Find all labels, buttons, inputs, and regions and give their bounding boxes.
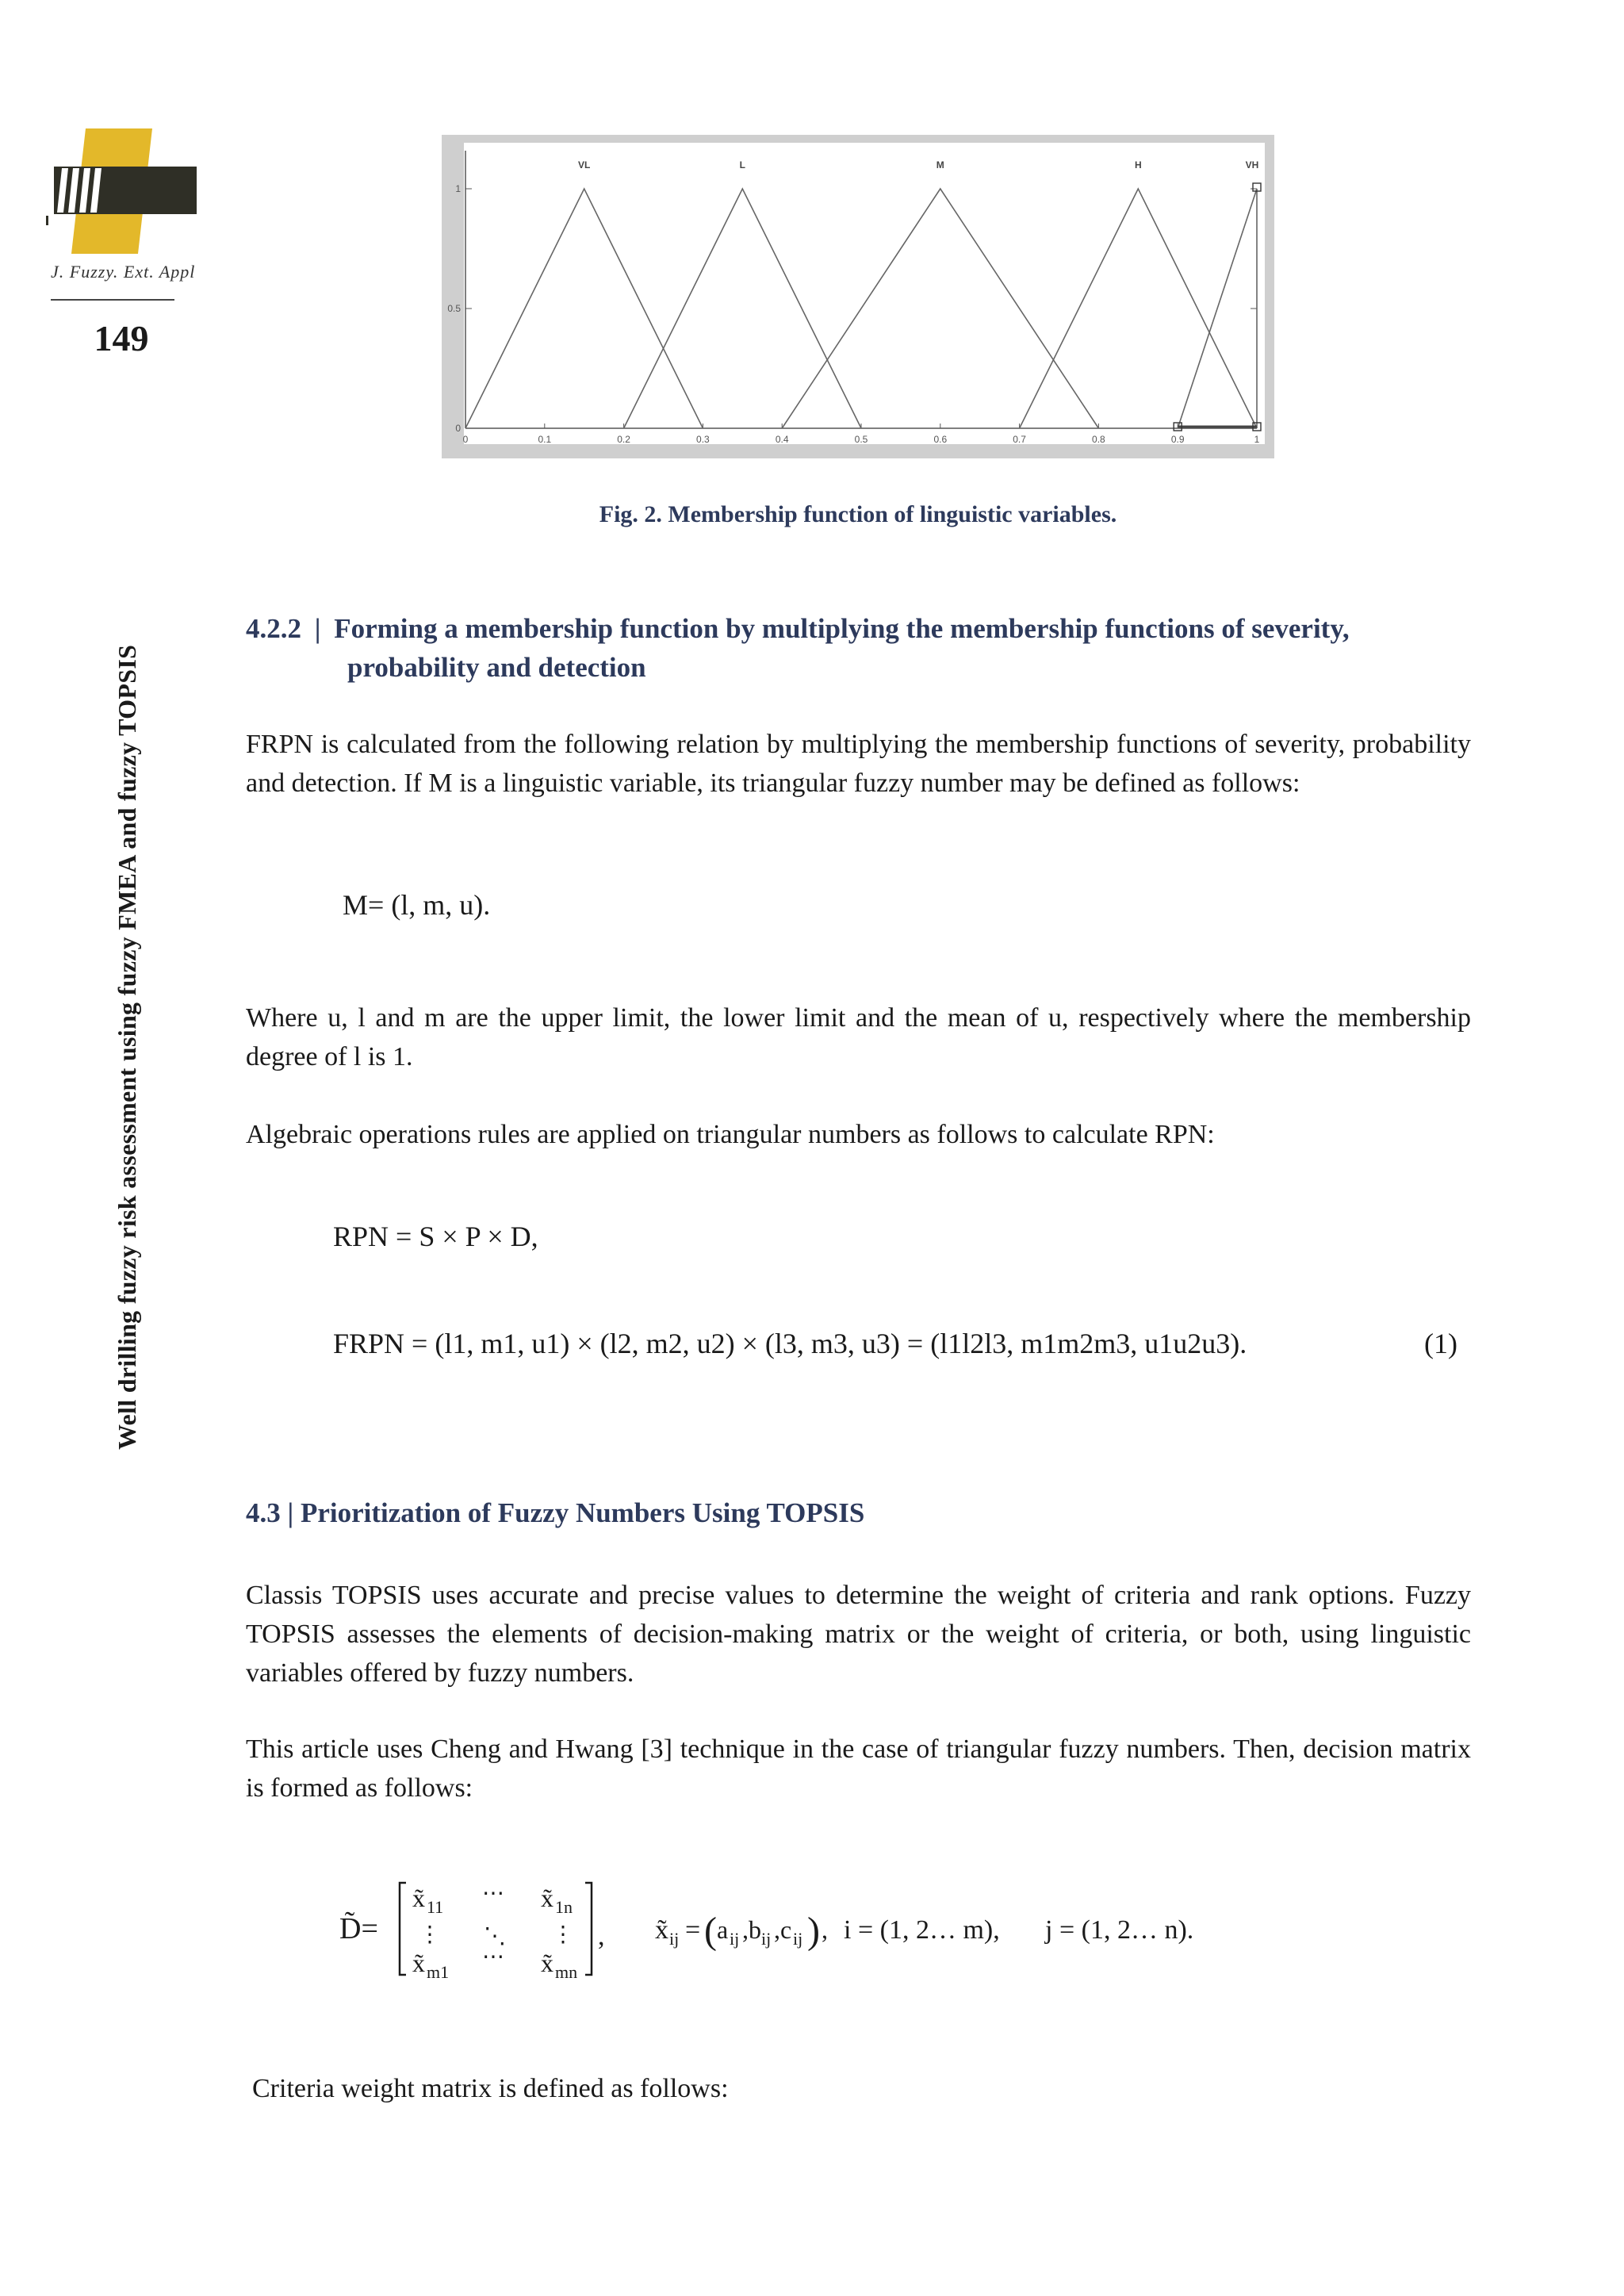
equation-number: (1) [1424, 1328, 1457, 1359]
matrix-sub-1n: 1n [555, 1897, 573, 1917]
series-label-vl: VL [578, 159, 591, 171]
element-comma: , [774, 1915, 780, 1944]
series-label-h: H [1134, 159, 1142, 171]
element-comma: , [742, 1915, 749, 1944]
matrix-sub-11: 11 [427, 1897, 444, 1917]
element-a: a [717, 1915, 729, 1944]
x-tick-label: 0.6 [933, 434, 948, 445]
i-range: i = (1, 2… m), [844, 1915, 1000, 1945]
element-x: x̃ [655, 1915, 668, 1945]
y-tick-label: 1 [455, 183, 461, 194]
y-tick-label: 0 [455, 423, 461, 434]
matrix-lhs: D̃= [339, 1912, 378, 1945]
section-heading-4-3 [246, 1497, 864, 1529]
paren-close: ) [807, 1910, 820, 1952]
journal-abbreviation: J. Fuzzy. Ext. Appl [51, 262, 196, 282]
section-separator: | [314, 613, 321, 644]
section-title-line1: Forming a membership function by multiplying the membership functions of severity, [334, 613, 1350, 644]
element-comma: , [822, 1915, 828, 1944]
section-number: 4.2.2 [246, 613, 301, 644]
matrix-ddots: ⋱ [484, 1924, 506, 1949]
paragraph: FRPN is calculated from the following relation by multiplying the membership functions of severity, probability and detection. If M is a linguistic variable, its triangular fuzzy number may be defined as follows: [246, 730, 1471, 798]
decision-matrix-equation [339, 1869, 1291, 1987]
paragraph: Criteria weight matrix is defined as follows: [252, 2074, 729, 2103]
matrix-comma: , [598, 1922, 605, 1951]
figure-caption: Fig. 2. Membership function of linguistic variables. [599, 501, 1117, 527]
y-tick-label: 0.5 [447, 303, 461, 314]
x-tick-label: 0.5 [854, 434, 868, 445]
section-number: 4.3 [246, 1497, 281, 1528]
matrix-sub-mn: mn [555, 1962, 578, 1982]
matrix-vdots: ⋮ [419, 1922, 441, 1947]
matrix-sub-m1: m1 [427, 1962, 450, 1982]
series-label-l: L [739, 159, 745, 171]
section-title-line2: probability and detection [347, 652, 646, 683]
membership-function-chart [442, 135, 1274, 458]
section-heading-4-2-2 [246, 609, 1471, 687]
x-tick-label: 0.9 [1170, 434, 1185, 445]
matrix-x11: x̃ [412, 1884, 425, 1912]
equation-frpn: FRPN = (l1, m1, u1) × (l2, m2, u2) × (l3, m3, u3) = (l1l2l3, m1m2m3, u1u2u3). [333, 1328, 1247, 1359]
running-title: Well drilling fuzzy risk assessment using fuzzy FMEA and fuzzy TOPSIS [113, 644, 141, 1450]
element-b: b [749, 1915, 761, 1944]
x-tick-label: 0.4 [775, 434, 789, 445]
matrix-vdots: ⋮ [552, 1922, 574, 1947]
section-title: Prioritization of Fuzzy Numbers Using TOPSIS [300, 1497, 865, 1528]
paragraph: Classis TOPSIS uses accurate and precise values to determine the weight of criteria and rank options. Fuzzy TOPSIS assesses the elements of decision-making matrix or the weight of criteria, or both, using linguistic variables offered by fuzzy numbers. [246, 1581, 1471, 1688]
header-rule [51, 299, 174, 301]
matrix-right-bracket [585, 1883, 592, 1975]
paragraph: Where u, l and m are the upper limit, the lower limit and the mean of u, respectively where the membership degree of l is 1. [246, 1003, 1471, 1071]
matrix-xm1: x̃ [412, 1949, 425, 1977]
paragraph: Algebraic operations rules are applied on triangular numbers as follows to calculate RPN: [246, 1120, 1215, 1149]
element-equals: = [685, 1915, 701, 1945]
section-separator: | [287, 1497, 294, 1528]
element-a-sub: ij [730, 1929, 740, 1949]
paragraph: This article uses Cheng and Hwang [3] technique in the case of triangular fuzzy numbers. Then, decision matrix is formed as follows: [246, 1734, 1471, 1803]
matrix-x1n: x̃ [541, 1884, 553, 1912]
series-label-vh: VH [1245, 159, 1259, 171]
page-number: 149 [94, 318, 149, 358]
matrix-hdots: ⋯ [482, 1945, 504, 1969]
paren-open: ( [704, 1910, 717, 1952]
element-sub: ij [669, 1929, 680, 1949]
equation-m-definition: M= (l, m, u). [343, 889, 491, 921]
element-b-sub: ij [761, 1929, 772, 1949]
element-c-sub: ij [793, 1929, 803, 1949]
j-range: j = (1, 2… n). [1045, 1915, 1194, 1945]
x-tick-label: 1 [1254, 434, 1260, 445]
x-tick-label: 0.8 [1092, 434, 1105, 445]
x-tick-label: 0.1 [538, 434, 552, 445]
x-tick-label: 0.3 [696, 434, 710, 445]
matrix-left-bracket [400, 1883, 406, 1975]
matrix-xmn: x̃ [541, 1949, 553, 1977]
series-label-m: M [936, 159, 944, 171]
equation-rpn: RPN = S × P × D, [333, 1221, 538, 1252]
matrix-hdots: ⋯ [482, 1881, 504, 1906]
x-tick-label: 0.7 [1013, 434, 1026, 445]
element-c: c [780, 1915, 792, 1944]
x-tick-label: 0.2 [617, 434, 630, 445]
x-tick-label: 0 [462, 434, 469, 445]
